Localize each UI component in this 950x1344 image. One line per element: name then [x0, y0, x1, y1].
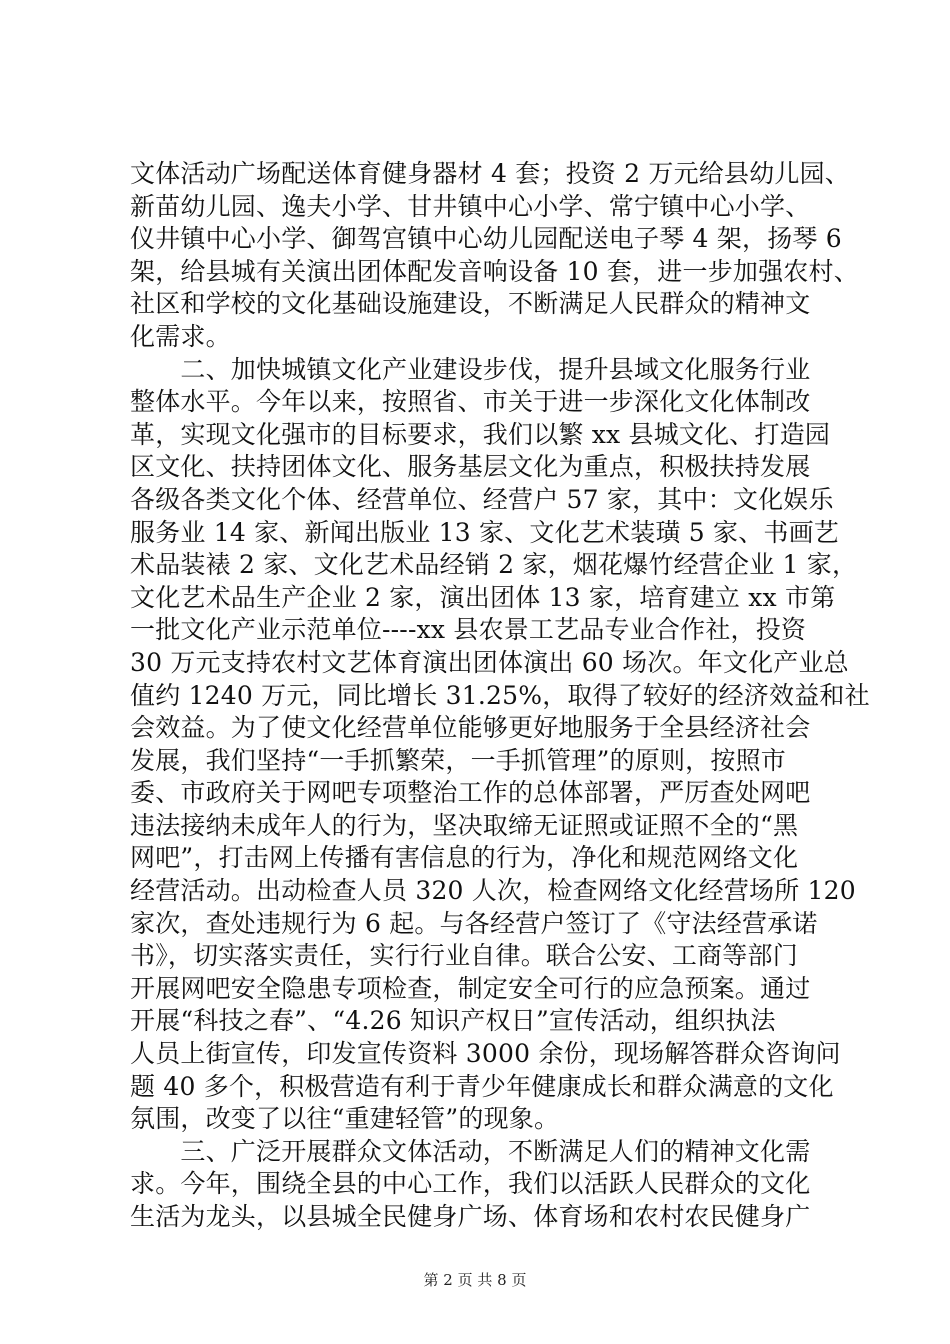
text-line: 各级各类文化个体、经营单位、经营户 57 家，其中：文化娱乐 [130, 484, 834, 514]
text-line: 仪井镇中心小学、御驾宫镇中心幼儿园配送电子琴 4 架，扬琴 6 [130, 224, 842, 254]
page-footer: 第 2 页 共 8 页 [423, 1271, 527, 1289]
text-line: 区文化、扶持团体文化、服务基层文化为重点，积极扶持发展 [130, 452, 811, 482]
text-line: 书》，切实落实责任，实行行业自律。联合公安、工商等部门 [130, 941, 798, 971]
text-line: 发展，我们坚持“一手抓繁荣，一手抓管理”的原则，按照市 [130, 745, 786, 775]
text-line: 30 万元支持农村文艺体育演出团体演出 60 场次。年文化产业总 [130, 647, 849, 677]
text-line: 开展“科技之春”、“4.26 知识产权日”宣传活动，组织执法 [130, 1006, 776, 1036]
text-line: 革，实现文化强市的目标要求，我们以繁 xx 县城文化、打造园 [130, 419, 831, 449]
text-line: 违法接纳未成年人的行为，坚决取缔无证照或证照不全的“黑 [130, 810, 799, 840]
text-line: 值约 1240 万元，同比增长 31.25%，取得了较好的经济效益和社 [130, 680, 870, 710]
section-heading-line: 三、广泛开展群众文体活动，不断满足人们的精神文化需 [130, 1136, 811, 1166]
text-line: 人员上街宣传，印发宣传资料 3000 余份，现场解答群众咨询问 [130, 1039, 841, 1069]
text-line: 整体水平。今年以来，按照省、市关于进一步深化文化体制改 [130, 387, 811, 417]
text-line: 委、市政府关于网吧专项整治工作的总体部署，严厉查处网吧 [130, 778, 811, 808]
text-line: 网吧”，打击网上传播有害信息的行为，净化和规范网络文化 [130, 843, 799, 873]
text-line: 生活为龙头，以县城全民健身广场、体育场和农村农民健身广 [130, 1202, 811, 1231]
text-line: 服务业 14 家、新闻出版业 13 家、文化艺术装璜 5 家、书画艺 [130, 517, 840, 547]
section-heading-line: 二、加快城镇文化产业建设步伐，提升县域文化服务行业 [130, 354, 811, 384]
text-line: 氛围，改变了以往“重建轻管”的现象。 [130, 1104, 560, 1134]
text-line: 架，给县城有关演出团体配发音响设备 10 套，进一步加强农村、 [130, 256, 859, 286]
text-line: 会效益。为了使文化经营单位能够更好地服务于全县经济社会 [130, 713, 811, 743]
text-line: 术品装裱 2 家、文化艺术品经销 2 家，烟花爆竹经营企业 1 家， [130, 550, 858, 580]
text-line: 求。今年，围绕全县的中心工作，我们以活跃人民群众的文化 [130, 1169, 811, 1199]
document-body [130, 158, 870, 1234]
text-line: 题 40 多个，积极营造有利于青少年健康成长和群众满意的文化 [130, 1071, 834, 1101]
text-line: 经营活动。出动检查人员 320 人次，检查网络文化经营场所 120 [130, 876, 856, 906]
text-line: 一批文化产业示范单位----xx 县农景工艺品专业合作社，投资 [130, 615, 807, 645]
text-line: 化需求。 [130, 321, 231, 351]
text-line: 文化艺术品生产企业 2 家，演出团体 13 家，培育建立 xx 市第 [130, 582, 836, 612]
text-line: 文体活动广场配送体育健身器材 4 套；投资 2 万元给县幼儿园、 [130, 159, 851, 188]
text-line: 社区和学校的文化基础设施建设，不断满足人民群众的精神文 [130, 289, 811, 319]
text-line: 新苗幼儿园、逸夫小学、甘井镇中心小学、常宁镇中心小学、 [130, 191, 811, 221]
text-line: 开展网吧安全隐患专项检查，制定安全可行的应急预案。通过 [130, 973, 811, 1003]
text-line: 家次，查处违规行为 6 起。与各经营户签订了《守法经营承诺 [130, 908, 818, 938]
